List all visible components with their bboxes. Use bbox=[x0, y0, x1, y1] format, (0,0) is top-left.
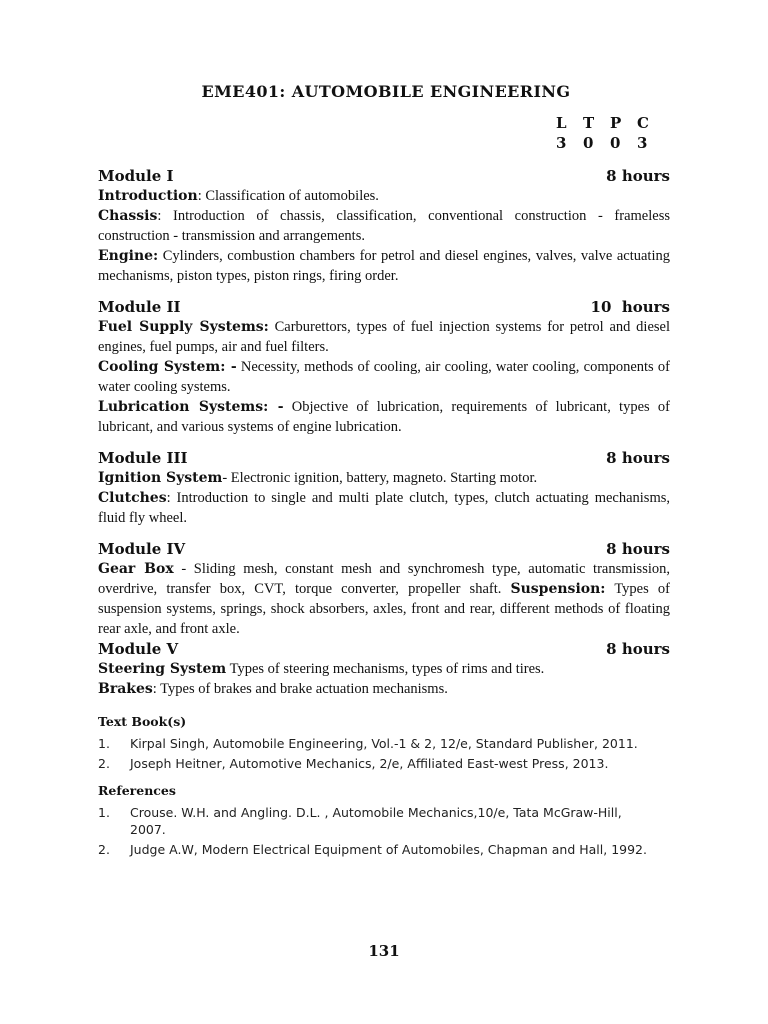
topic-head: Introduction bbox=[98, 188, 198, 204]
module-name: Module III bbox=[98, 449, 188, 467]
topic-head: Steering System bbox=[98, 661, 227, 677]
ltpc-value: 3 bbox=[637, 134, 648, 152]
ltpc-label: T bbox=[583, 114, 595, 132]
ltpc-labels bbox=[556, 114, 670, 134]
module-heading bbox=[98, 166, 670, 186]
module-hours: 10 hours bbox=[590, 298, 670, 316]
item-number: 1. bbox=[98, 736, 110, 751]
ltpc-values bbox=[556, 134, 670, 154]
topic bbox=[98, 246, 670, 286]
ltpc-label: L bbox=[556, 114, 567, 132]
topic-head: Engine: bbox=[98, 248, 159, 264]
topic-text: : Introduction to single and multi plate clutch, types, clutch actuating mechanisms, fluid fly wheel. bbox=[98, 490, 670, 526]
textbooks-list bbox=[98, 735, 670, 772]
topic bbox=[98, 317, 670, 357]
module-hours: 8 hours bbox=[606, 640, 670, 658]
ltpc-value: 0 bbox=[610, 134, 621, 152]
topic-head: Gear Box bbox=[98, 561, 174, 577]
module-heading bbox=[98, 639, 670, 659]
syllabus-page bbox=[98, 82, 670, 861]
list-item bbox=[98, 804, 670, 838]
course-title: EME401: AUTOMOBILE ENGINEERING bbox=[201, 82, 571, 101]
module-1 bbox=[98, 166, 670, 286]
item-number: 2. bbox=[98, 842, 110, 857]
topic bbox=[98, 679, 670, 699]
item-text: Judge A.W, Modern Electrical Equipment of Automobiles, Chapman and Hall, 1992. bbox=[130, 842, 647, 857]
module-heading bbox=[98, 448, 670, 468]
module-4 bbox=[98, 539, 670, 639]
module-heading bbox=[98, 539, 670, 559]
module-name: Module I bbox=[98, 167, 174, 185]
module-name: Module V bbox=[98, 640, 179, 658]
ltpc-label: C bbox=[637, 114, 649, 132]
references-list bbox=[98, 804, 670, 858]
topic-text: : Types of brakes and brake actuation mechanisms. bbox=[152, 681, 448, 697]
topic bbox=[98, 357, 670, 397]
topic-text: Carburettors, types of fuel injection systems for petrol and diesel engines, fuel pumps, air and fuel filters. bbox=[98, 319, 670, 355]
topic-text: Objective of lubrication, requirements of lubricant, types of lubricant, and various systems of engine lubrication. bbox=[98, 399, 670, 435]
ltpc-label: P bbox=[610, 114, 622, 132]
topic-text: : Classification of automobiles. bbox=[197, 188, 379, 204]
module-2 bbox=[98, 297, 670, 437]
topic bbox=[98, 488, 670, 528]
item-text: Joseph Heitner, Automotive Mechanics, 2/e, Affiliated East-west Press, 2013. bbox=[130, 756, 609, 771]
module-name: Module IV bbox=[98, 540, 186, 558]
module-heading bbox=[98, 297, 670, 317]
list-item bbox=[98, 841, 670, 858]
topic-head: Chassis bbox=[98, 208, 158, 224]
topic bbox=[98, 468, 670, 488]
topic-head: Clutches bbox=[98, 490, 167, 506]
ltpc-table bbox=[556, 114, 670, 154]
module-hours: 8 hours bbox=[606, 449, 670, 467]
topic-head: Cooling System: - bbox=[98, 359, 237, 375]
module-3 bbox=[98, 448, 670, 528]
module-hours: 8 hours bbox=[606, 540, 670, 558]
ltpc-value: 0 bbox=[583, 134, 594, 152]
topic-head: Lubrication Systems: - bbox=[98, 399, 284, 415]
topic-text: Necessity, methods of cooling, air cooling, water cooling, components of water cooling systems. bbox=[98, 359, 670, 395]
topic bbox=[98, 186, 670, 206]
topic-head: Fuel Supply Systems: bbox=[98, 319, 269, 335]
module-name: Module II bbox=[98, 298, 181, 316]
ltpc-value: 3 bbox=[556, 134, 567, 152]
topic-text: Types of suspension systems, springs, shock absorbers, axles, front and rear, different methods of floating rear axle, and front axle. bbox=[98, 581, 670, 637]
item-number: 2. bbox=[98, 756, 110, 771]
topic-text: Types of steering mechanisms, types of rims and tires. bbox=[226, 661, 545, 677]
list-item bbox=[98, 735, 670, 752]
topic bbox=[98, 559, 670, 639]
topic-head: Suspension: bbox=[510, 581, 606, 597]
item-text: Kirpal Singh, Automobile Engineering, Vol.-1 & 2, 12/e, Standard Publisher, 2011. bbox=[130, 736, 638, 751]
module-5 bbox=[98, 639, 670, 699]
references-title: References bbox=[98, 783, 176, 798]
topic-text: - Electronic ignition, battery, magneto. Starting motor. bbox=[222, 470, 538, 486]
module-hours: 8 hours bbox=[606, 167, 670, 185]
topic-text: Cylinders, combustion chambers for petrol and diesel engines, valves, valve actuating mechanisms, piston types, piston rings, firing order. bbox=[98, 248, 670, 284]
topic bbox=[98, 397, 670, 437]
topic bbox=[98, 206, 670, 246]
textbooks-title: Text Book(s) bbox=[98, 714, 187, 729]
topic-text: : Introduction of chassis, classification, conventional construction - frameless construction - transmission and arrangements. bbox=[98, 208, 670, 244]
page-number: 131 bbox=[368, 942, 400, 960]
item-number: 1. bbox=[98, 805, 110, 820]
topic-head: Brakes bbox=[98, 681, 153, 697]
topic-head: Ignition System bbox=[98, 470, 223, 486]
topic bbox=[98, 659, 670, 679]
list-item bbox=[98, 755, 670, 772]
item-text: Crouse. W.H. and Angling. D.L. , Automobile Mechanics,10/e, Tata McGraw-Hill, 2007. bbox=[130, 805, 638, 837]
topic-text: - Sliding mesh, constant mesh and synchromesh type, automatic transmission, overdrive, transfer box, CVT, torque converter, propeller shaft. bbox=[98, 561, 670, 597]
